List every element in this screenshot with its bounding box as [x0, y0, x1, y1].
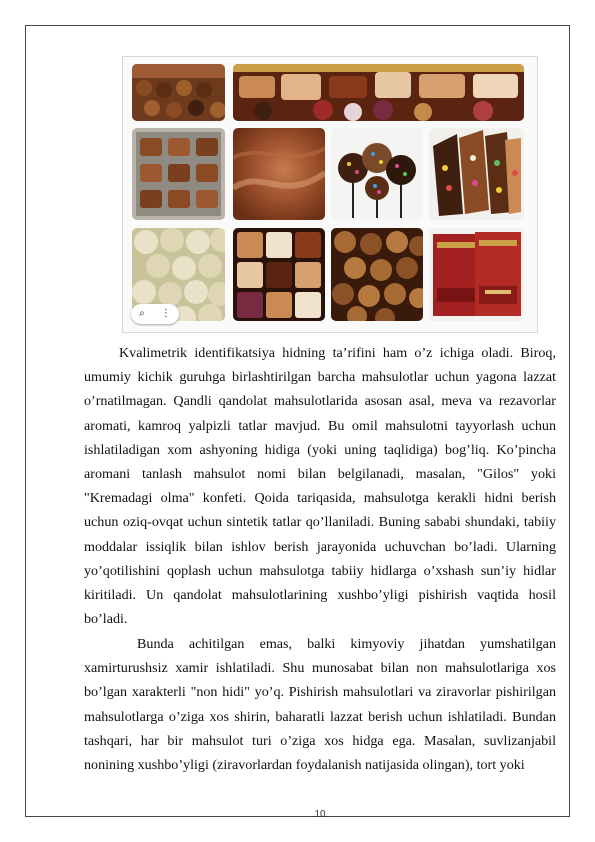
chocolate-tile-packaged-bars	[429, 228, 524, 321]
paragraph-1: Kvalimetrik identifikatsiya hidning ta’rifini ham o’z ichiga oladi. Biroq, umumiy kichik guruhga birlashtirilgan barcha mahsulotlar uchun yagona lazzat o’rnatilmagan. Qandli qandolat mahsulotlarida asosan asal, meva va rezavorlar aromati, kamroq yalpizli tatlar mavjud. Bu omil mahsulotni tayyorlash uchun ishlatiladigan xom ashyoning hidiga (yoki uning taqlidiga) bog’liq. Ko’pincha aromani tanlash mahsulot nomi bilan belgilanadi, masalan, "Gilos" yoki "Kremadagi olma" konfeti. Qoida tariqasida, mahsulotga kerakli hidni berish uchun oziq-ovqat uchun sintetik tatlar qo’llaniladi. Buning sababi shundaki, tabiiy moddalar issiqlik bilan ishlov berish jarayonida uchuvchan bo’ladi. Ularning yo’qotilishini qoplash uchun mahsulotga tabiiy hidlarga o’xshash sun’iy hidlar kiritiladi. Un qandolat mahsulotlarining xushbo’yligi pishirish vaqtida hosil bo’ladi.	[84, 345, 556, 628]
chocolate-tile-bar-slices	[429, 128, 524, 220]
chocolate-tile-nut-clusters	[331, 228, 423, 321]
lens-search-icon[interactable]: ⌕	[139, 308, 145, 319]
chocolate-tile-gift-box	[233, 64, 524, 121]
paragraph-2-block	[84, 632, 556, 777]
chocolate-tile-molded-pieces	[132, 128, 225, 220]
chocolate-tile-assortment-box	[233, 228, 325, 321]
chocolate-tile-melted-swirl	[233, 128, 325, 220]
chocolate-tile-lollipops	[331, 128, 423, 220]
page-number: 10	[314, 809, 326, 820]
paragraph-1-block	[84, 341, 556, 631]
image-action-chip[interactable]	[131, 304, 179, 324]
chocolate-tile-assorted-row	[132, 64, 225, 121]
more-vert-icon[interactable]: ⋮	[160, 308, 171, 319]
paragraph-2: Bunda achitilgan emas, balki kimyoviy jihatdan yumshatilgan xamirturushsiz xamir ishlatiladi. Shu munosabat bilan non mahsulotlariga xos bo’lgan xarakterli "non hidi" yo’q. Pishirish mahsulotlari va ziravorlar pishirilgan mahsulotlarga o’ziga xos shirin, baharatli lazzat berish uchun ishlatiladi. Bundan tashqari, har bir mahsulot turi o’ziga xos hidga ega. Masalan, suvlizanjabil nonining xushbo’yligi (ziravorlardan foydalanish natijasida olingan), tort yoki	[84, 636, 556, 774]
